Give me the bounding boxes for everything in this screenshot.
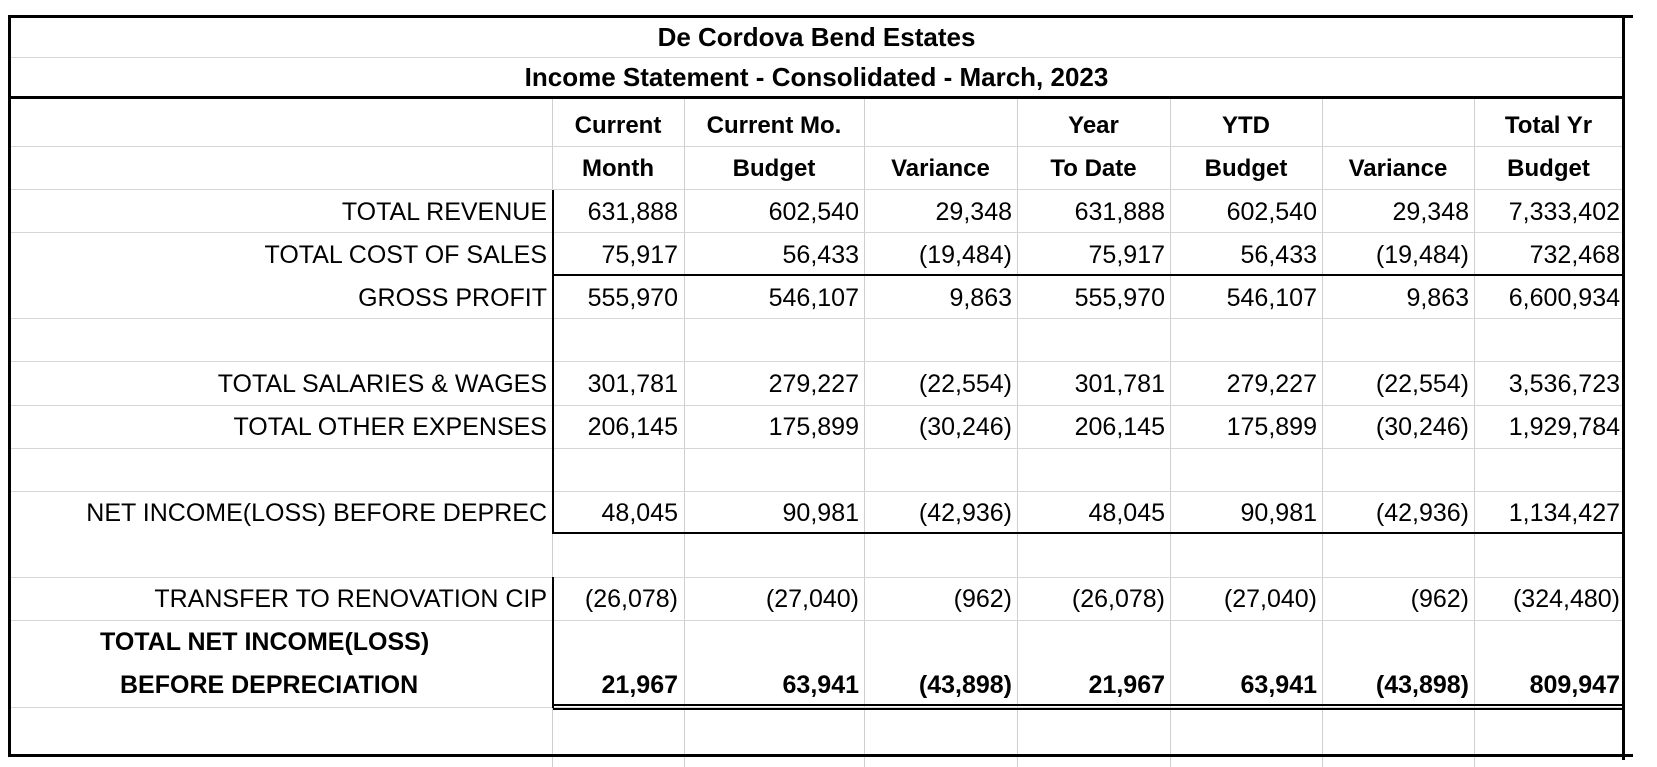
total-value-cell: 809,947 bbox=[1529, 671, 1620, 699]
value-cell: 29,348 bbox=[1392, 198, 1469, 226]
col-ytd-budget-line2: Budget bbox=[1204, 155, 1288, 182]
value-cell: (22,554) bbox=[1375, 370, 1469, 398]
value-cell: 9,863 bbox=[949, 284, 1012, 312]
report-subtitle: Income Statement - Consolidated - March, 2023 bbox=[524, 62, 1109, 92]
value-cell: 602,540 bbox=[768, 198, 859, 226]
row-label: TOTAL SALARIES & WAGES bbox=[217, 370, 547, 398]
col-ytd-variance-line2: Variance bbox=[1348, 155, 1448, 182]
value-cell: 206,145 bbox=[1074, 413, 1165, 441]
subtotal-rule bbox=[553, 274, 1622, 276]
value-cell: (27,040) bbox=[765, 585, 859, 613]
col-current-budget-line2: Budget bbox=[732, 155, 816, 182]
col-current-budget-line1: Current Mo. bbox=[706, 112, 842, 139]
value-cell: (962) bbox=[953, 585, 1012, 613]
col-current-month-line1: Current bbox=[574, 112, 662, 139]
value-cell: 555,970 bbox=[587, 284, 678, 312]
col-total-yr-budget-line2: Budget bbox=[1507, 155, 1590, 182]
sheet-frame-right bbox=[1622, 15, 1625, 760]
header-rule bbox=[11, 96, 1625, 99]
value-cell: 546,107 bbox=[768, 284, 859, 312]
row-label: TOTAL COST OF SALES bbox=[264, 241, 547, 269]
total-value-cell: (43,898) bbox=[1375, 671, 1469, 699]
col-ytd-budget-line1: YTD bbox=[1222, 112, 1270, 139]
value-cell: 75,917 bbox=[1088, 241, 1165, 269]
value-cell: (26,078) bbox=[1071, 585, 1165, 613]
col-ytd-line1: Year bbox=[1068, 112, 1119, 139]
total-label-line2: BEFORE DEPRECIATION bbox=[120, 671, 419, 699]
row-label: GROSS PROFIT bbox=[358, 284, 547, 312]
value-cell: (26,078) bbox=[584, 585, 678, 613]
value-cell: (27,040) bbox=[1223, 585, 1317, 613]
report-title: De Cordova Bend Estates bbox=[657, 22, 976, 52]
value-cell: (19,484) bbox=[1375, 241, 1469, 269]
value-cell: 1,929,784 bbox=[1508, 413, 1620, 441]
value-cell: 175,899 bbox=[1226, 413, 1317, 441]
row-label: TRANSFER TO RENOVATION CIP bbox=[154, 585, 547, 613]
col-total-yr-budget-line1: Total Yr bbox=[1504, 112, 1593, 139]
value-cell: (19,484) bbox=[918, 241, 1012, 269]
value-cell: 7,333,402 bbox=[1508, 198, 1620, 226]
total-label-line1: TOTAL NET INCOME(LOSS) bbox=[100, 628, 430, 656]
value-cell: 56,433 bbox=[1240, 241, 1317, 269]
total-value-cell: 63,941 bbox=[782, 671, 859, 699]
value-cell: (42,936) bbox=[1375, 499, 1469, 527]
value-cell: 602,540 bbox=[1226, 198, 1317, 226]
total-double-rule-top bbox=[553, 704, 1622, 706]
value-cell: 90,981 bbox=[782, 499, 859, 527]
row-label: NET INCOME(LOSS) BEFORE DEPREC bbox=[86, 499, 547, 527]
value-cell: 301,781 bbox=[1074, 370, 1165, 398]
row-label: TOTAL OTHER EXPENSES bbox=[233, 413, 547, 441]
value-cell: 555,970 bbox=[1074, 284, 1165, 312]
value-cell: 279,227 bbox=[768, 370, 859, 398]
row-label: TOTAL REVENUE bbox=[341, 198, 547, 226]
total-value-cell: 63,941 bbox=[1240, 671, 1317, 699]
value-cell: 631,888 bbox=[587, 198, 678, 226]
total-value-cell: 21,967 bbox=[1088, 671, 1165, 699]
value-cell: (22,554) bbox=[918, 370, 1012, 398]
subtotal-rule bbox=[553, 532, 1622, 534]
value-cell: 48,045 bbox=[601, 499, 678, 527]
value-cell: 56,433 bbox=[782, 241, 859, 269]
value-cell: (42,936) bbox=[918, 499, 1012, 527]
value-cell: 90,981 bbox=[1240, 499, 1317, 527]
value-cell: 546,107 bbox=[1226, 284, 1317, 312]
value-cell: 6,600,934 bbox=[1508, 284, 1620, 312]
value-cell: 732,468 bbox=[1529, 241, 1620, 269]
col-variance-line2: Variance bbox=[891, 155, 990, 182]
value-cell: 279,227 bbox=[1226, 370, 1317, 398]
value-cell: (962) bbox=[1410, 585, 1469, 613]
value-cell: 3,536,723 bbox=[1508, 370, 1620, 398]
value-cell: 1,134,427 bbox=[1508, 499, 1620, 527]
total-value-cell: 21,967 bbox=[601, 671, 678, 699]
value-cell: 29,348 bbox=[935, 198, 1012, 226]
value-cell: 301,781 bbox=[587, 370, 678, 398]
col-current-month-line2: Month bbox=[582, 155, 654, 182]
value-cell: 206,145 bbox=[587, 413, 678, 441]
value-cell: (30,246) bbox=[1375, 413, 1469, 441]
total-value-cell: (43,898) bbox=[918, 671, 1012, 699]
total-double-rule-bottom bbox=[553, 708, 1622, 710]
col-ytd-line2: To Date bbox=[1050, 155, 1137, 182]
value-cell: 48,045 bbox=[1088, 499, 1165, 527]
value-cell: (30,246) bbox=[918, 413, 1012, 441]
value-cell: 631,888 bbox=[1074, 198, 1165, 226]
value-cell: 75,917 bbox=[601, 241, 678, 269]
value-cell: (324,480) bbox=[1512, 585, 1620, 613]
label-column-border bbox=[552, 190, 554, 534]
value-cell: 9,863 bbox=[1406, 284, 1469, 312]
value-cell: 175,899 bbox=[768, 413, 859, 441]
